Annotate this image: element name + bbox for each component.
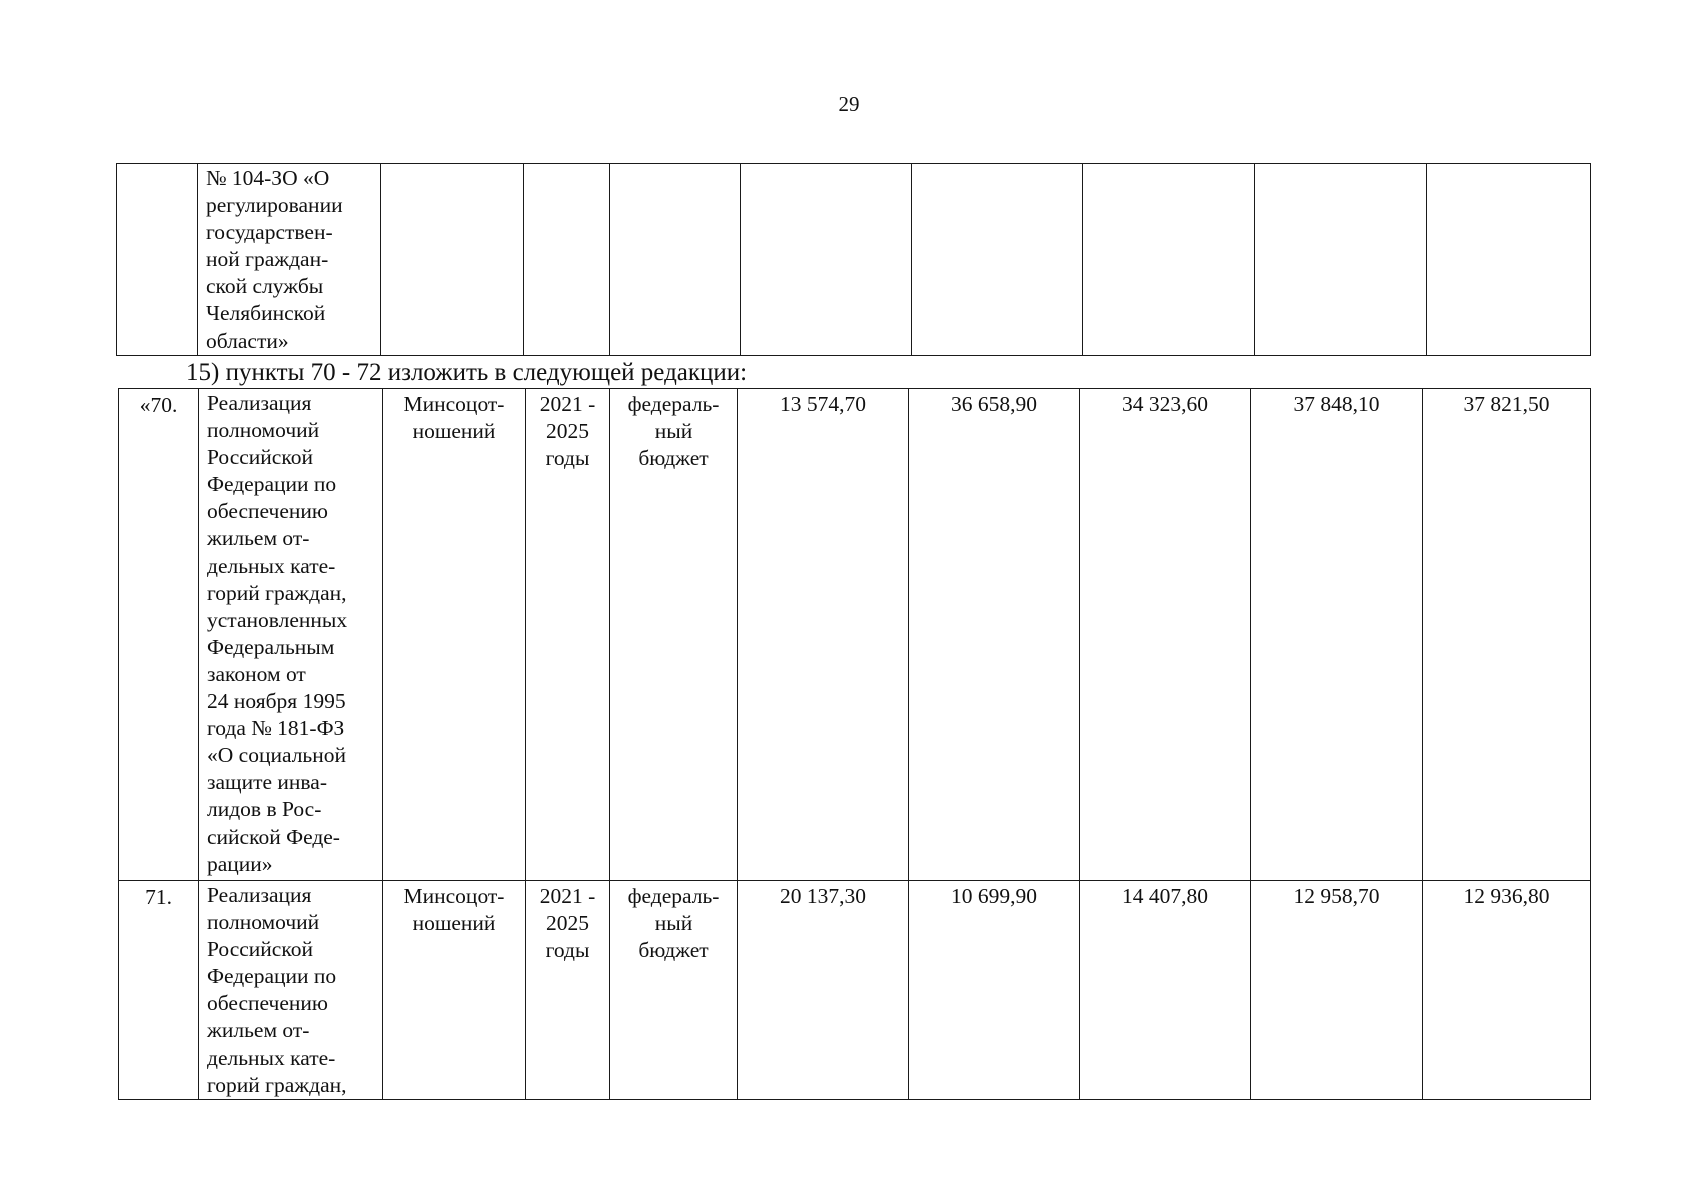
name-line: области» xyxy=(206,328,289,353)
item-amount xyxy=(1423,881,1591,1100)
name-line: горий граждан, xyxy=(207,580,347,605)
period-line: годы xyxy=(545,446,590,471)
table-cell-period xyxy=(524,164,610,356)
item-amount xyxy=(909,389,1080,881)
item-period xyxy=(526,389,610,881)
amount-value: 36 658,90 xyxy=(951,392,1037,416)
table-cell-name xyxy=(198,164,381,356)
table-cell-value xyxy=(1083,164,1255,356)
name-line: лидов в Рос- xyxy=(207,797,322,822)
amount-value: 37 848,10 xyxy=(1293,392,1380,416)
name-line: Федерации по xyxy=(207,472,337,497)
executor-line: ношений xyxy=(412,911,496,936)
name-line: защите инва- xyxy=(207,770,327,795)
period-line: 2021 - xyxy=(539,884,596,908)
name-line: полномочий xyxy=(207,910,320,935)
item-funding-source xyxy=(610,389,738,881)
page-number: 29 xyxy=(838,92,860,116)
name-line: полномочий xyxy=(207,418,320,443)
name-line: № 104-ЗО «О xyxy=(206,166,330,190)
name-line: государствен- xyxy=(206,220,333,245)
name-line: жильем от- xyxy=(207,1018,310,1043)
name-line: Реализация xyxy=(207,391,312,415)
item-amount xyxy=(1251,881,1423,1100)
name-line: обеспечению xyxy=(207,991,328,1016)
name-line: горий граждан, xyxy=(207,1072,347,1097)
name-line: ной граждан- xyxy=(206,247,329,272)
item-number: 71. xyxy=(119,881,199,1100)
amount-value: 12 958,70 xyxy=(1293,884,1380,908)
table-cell-number xyxy=(117,164,198,356)
table-cell-value xyxy=(1427,164,1591,356)
continuation-table xyxy=(116,163,1591,356)
source-line: ный xyxy=(654,419,693,444)
name-line: Федерации по xyxy=(207,964,337,989)
period-line: 2025 xyxy=(546,419,589,444)
name-line: «О социальной xyxy=(207,743,346,768)
name-line: дельных кате- xyxy=(207,1045,336,1070)
amendment-instruction: 15) пункты 70 - 72 изложить в следующей редакции: xyxy=(186,359,748,386)
name-line: дельных кате- xyxy=(207,553,336,578)
name-line: рации» xyxy=(207,851,273,876)
table-cell-value xyxy=(912,164,1083,356)
executor-line: Минсоцот- xyxy=(403,884,505,908)
item-name xyxy=(199,881,383,1100)
name-line: Российской xyxy=(207,445,313,470)
item-funding-source xyxy=(610,881,738,1100)
period-line: 2021 - xyxy=(539,392,596,416)
item-amount xyxy=(738,881,909,1100)
name-line: жильем от- xyxy=(207,526,310,551)
executor-line: Минсоцот- xyxy=(403,392,505,416)
source-line: бюджет xyxy=(638,938,709,963)
name-line: Российской xyxy=(207,937,313,962)
item-executor xyxy=(383,389,526,881)
table-row-item-71 xyxy=(119,881,1591,1100)
amount-value: 13 574,70 xyxy=(780,392,866,416)
item-amount xyxy=(1423,389,1591,881)
period-line: 2025 xyxy=(546,911,589,936)
item-amount xyxy=(738,389,909,881)
item-period xyxy=(526,881,610,1100)
source-line: федераль- xyxy=(627,392,720,416)
item-amount xyxy=(909,881,1080,1100)
name-line: 24 ноября 1995 xyxy=(207,689,346,714)
period-line: годы xyxy=(545,938,590,963)
item-number: «70. xyxy=(119,389,199,881)
name-line: обеспечению xyxy=(207,499,328,524)
item-amount xyxy=(1251,389,1423,881)
amount-value: 10 699,90 xyxy=(951,884,1037,908)
table-cell-executor xyxy=(381,164,524,356)
amount-value: 12 936,80 xyxy=(1463,884,1550,908)
amount-value: 20 137,30 xyxy=(780,884,866,908)
amount-value: 34 323,60 xyxy=(1122,392,1208,416)
table-cell-value xyxy=(1255,164,1427,356)
table-row-item-70 xyxy=(119,389,1591,881)
item-executor xyxy=(383,881,526,1100)
name-line: законом от xyxy=(207,661,306,686)
executor-line: ношений xyxy=(412,419,496,444)
item-amount xyxy=(1080,881,1251,1100)
name-line: установленных xyxy=(207,607,348,632)
amended-items-table xyxy=(118,388,1591,1100)
table-cell-source xyxy=(610,164,741,356)
name-line: сийской Феде- xyxy=(207,824,340,849)
source-line: федераль- xyxy=(627,884,720,908)
name-line: ской службы xyxy=(206,274,324,299)
source-line: бюджет xyxy=(638,446,709,471)
name-line: Челябинской xyxy=(206,301,326,326)
amount-value: 37 821,50 xyxy=(1463,392,1550,416)
item-name xyxy=(199,389,383,881)
item-amount xyxy=(1080,389,1251,881)
name-line: Федеральным xyxy=(207,634,335,659)
table-row xyxy=(117,164,1591,356)
name-line: регулировании xyxy=(206,193,343,218)
amount-value: 14 407,80 xyxy=(1122,884,1208,908)
source-line: ный xyxy=(654,911,693,936)
name-line: года № 181-ФЗ xyxy=(207,716,345,741)
table-cell-value xyxy=(741,164,912,356)
name-line: Реализация xyxy=(207,883,312,907)
